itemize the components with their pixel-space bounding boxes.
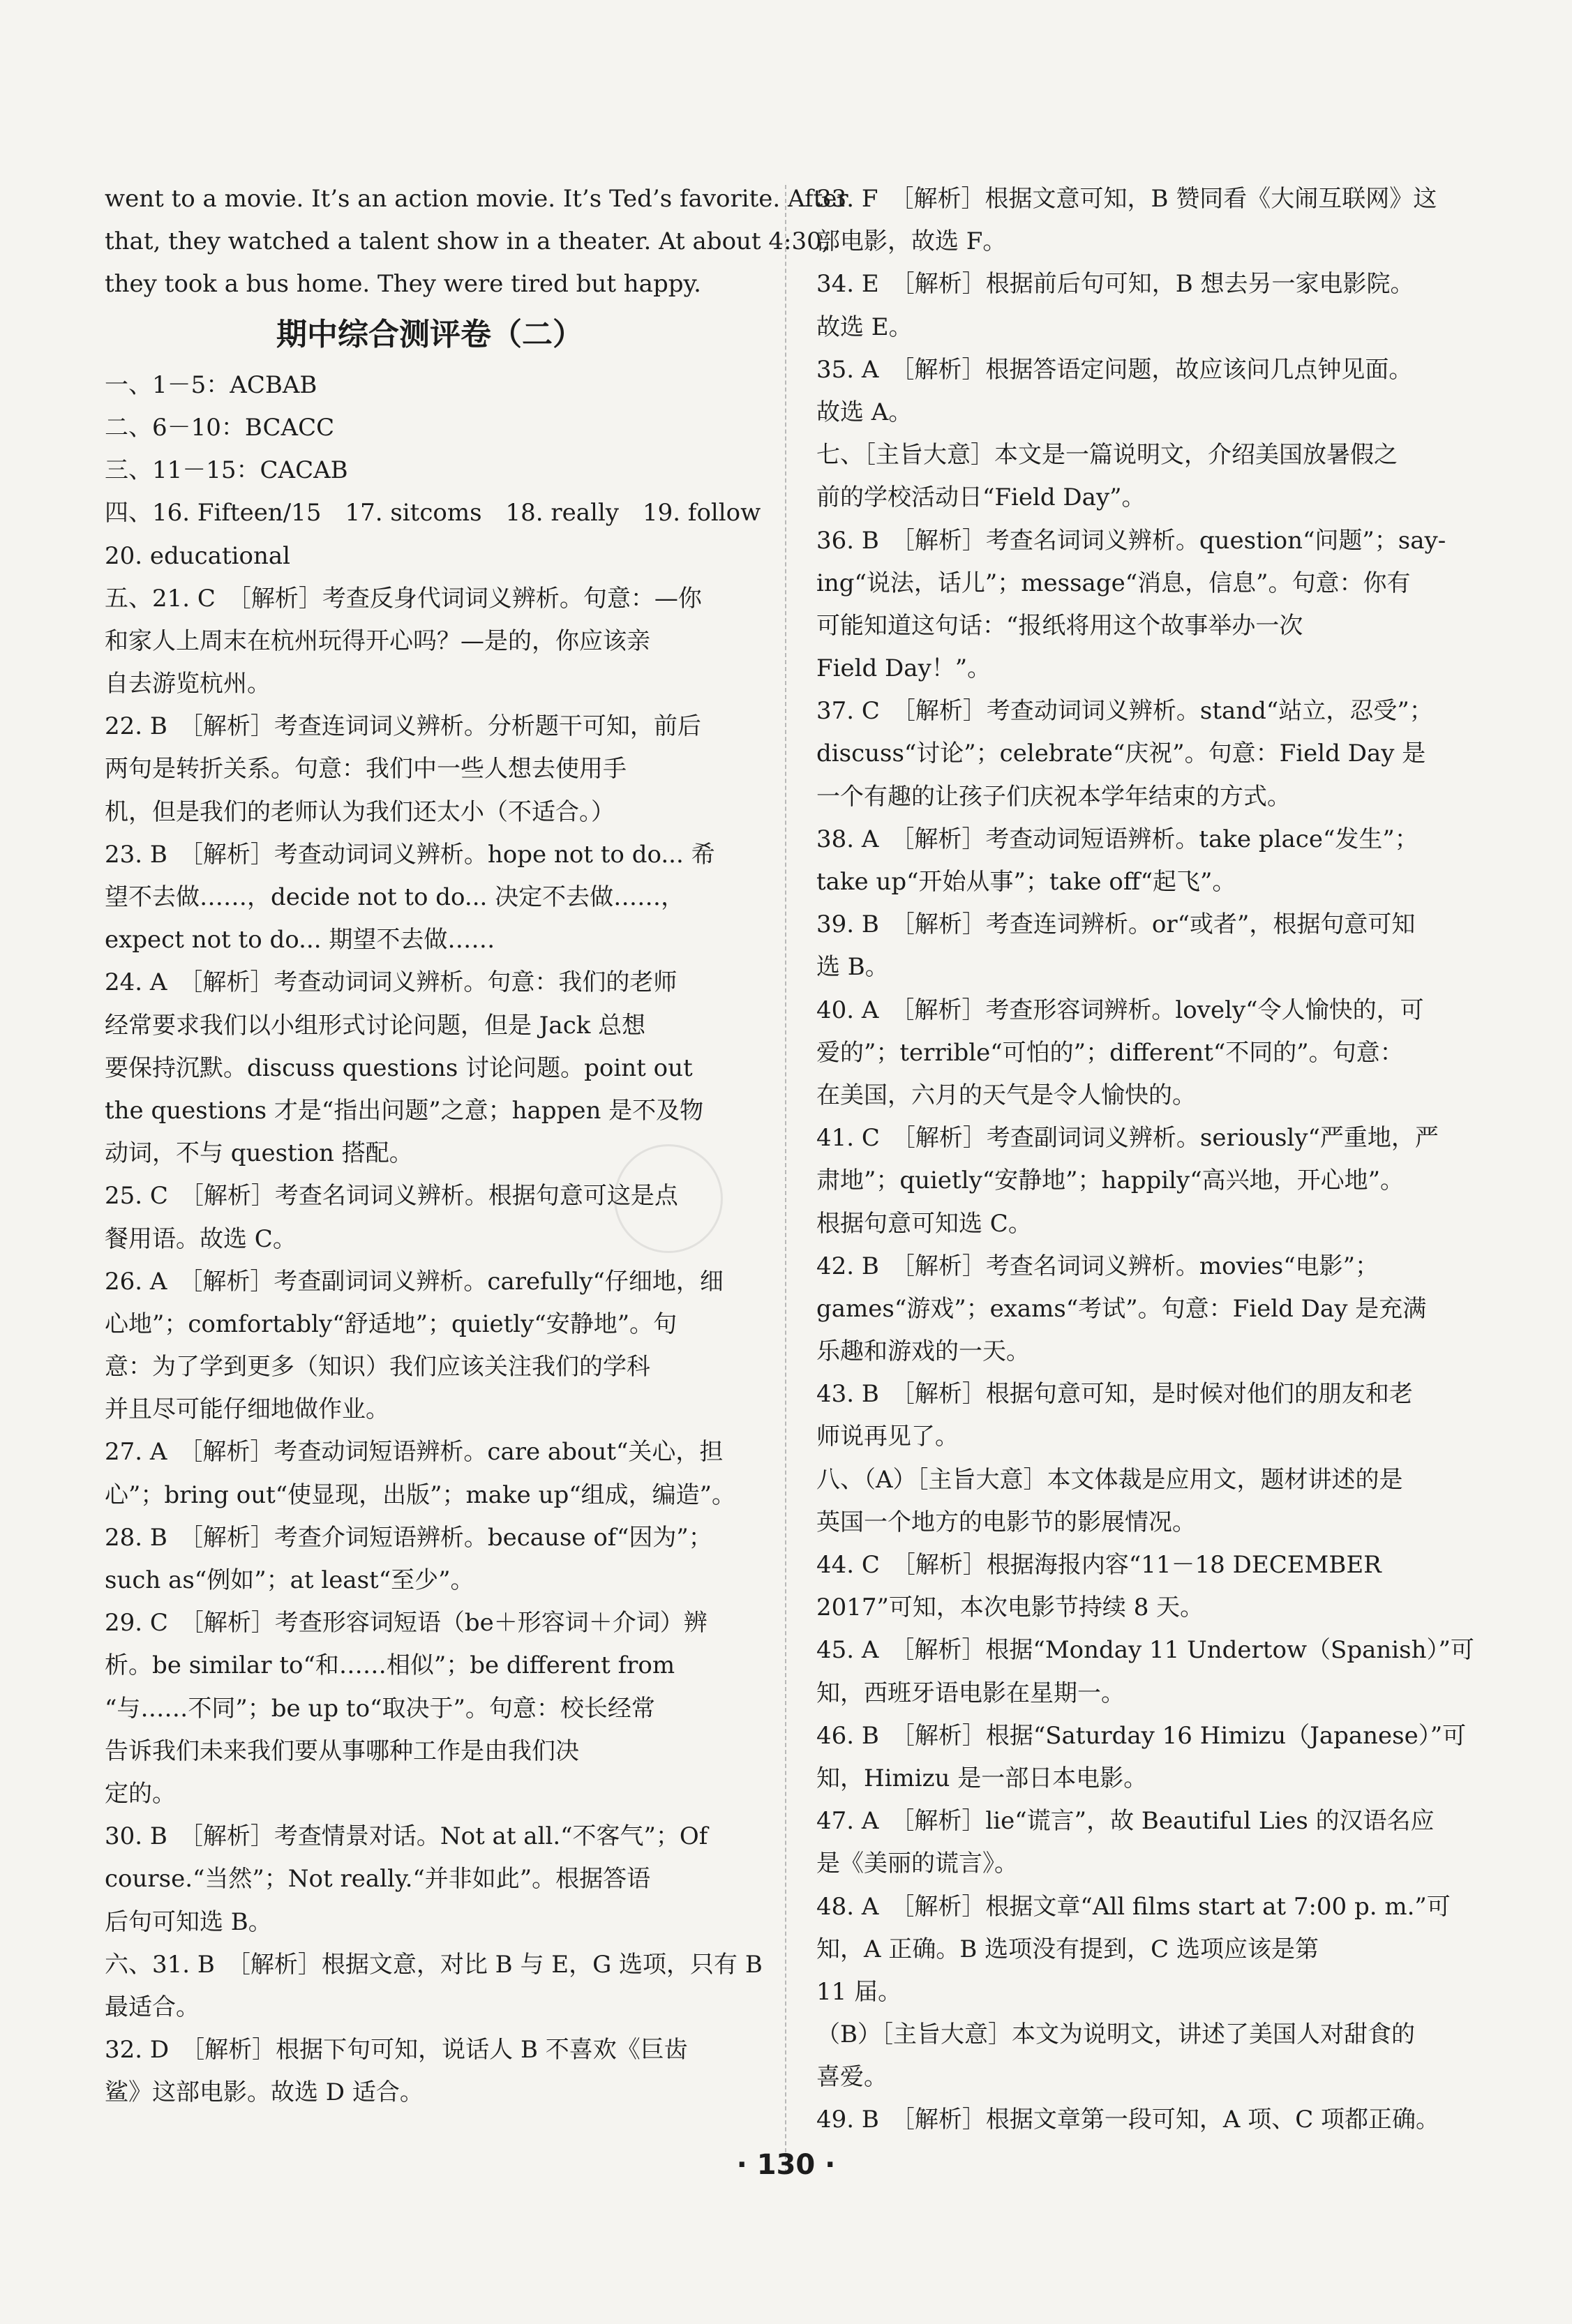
text-line: 知，Himizu 是一部日本电影。 — [816, 1764, 1148, 1792]
text-line: 故选 A。 — [816, 398, 913, 426]
text-line: games“游戏”；exams“考试”。句意：Field Day 是充满 — [816, 1294, 1427, 1323]
text-line: 四、16. Fifteen/15 17. sitcoms 18. really 19. follow — [105, 499, 761, 527]
text-line: 定的。 — [105, 1779, 176, 1808]
text-line: that, they watched a talent show in a theater. At about 4:30, — [105, 227, 830, 256]
text-line: 意：为了学到更多（知识）我们应该关注我们的学科 — [105, 1353, 650, 1381]
text-line: 39. B ［解析］考查连词辨析。or“或者”，根据句意可知 — [816, 910, 1416, 939]
text-line: 动词，不与 question 搭配。 — [105, 1139, 413, 1168]
text-line: 六、31. B ［解析］根据文意，对比 B 与 E，G 选项，只有 B — [105, 1950, 763, 1979]
text-line: went to a movie. It’s an action movie. It’s Ted’s favorite. After — [105, 185, 848, 213]
text-line: 45. A ［解析］根据“Monday 11 Undertow（Spanish）”可 — [816, 1636, 1474, 1665]
text-line: 二、6－10：BCACC — [105, 413, 335, 442]
text-line: 肃地”；quietly“安静地”；happily“高兴地，开心地”。 — [816, 1167, 1404, 1195]
text-line: discuss“讨论”；celebrate“庆祝”。句意：Field Day 是 — [816, 740, 1426, 768]
text-line: （B）［主旨大意］本文为说明文，讲述了美国人对甜食的 — [816, 2021, 1415, 2049]
text-line: 心”；bring out“使显现，出版”；make up“组成，编造”。 — [105, 1480, 736, 1509]
page-number: · 130 · — [736, 2149, 836, 2181]
text-line: 一、1－5：ACBAB — [105, 370, 317, 399]
text-line: such as“例如”；at least“至少”。 — [105, 1566, 474, 1594]
text-line: 43. B ［解析］根据句意可知，是时候对他们的朋友和老 — [816, 1380, 1413, 1409]
text-line: 五、21. C ［解析］考查反身代词词义辨析。句意：—你 — [105, 584, 702, 613]
text-line: 37. C ［解析］考查动词词义辨析。stand“站立，忍受”； — [816, 697, 1433, 726]
text-line: 34. E ［解析］根据前后句可知，B 想去另一家电影院。 — [816, 270, 1414, 299]
text-line: 餐用语。故选 C。 — [105, 1224, 297, 1253]
text-line: 乐趣和游戏的一天。 — [816, 1337, 1030, 1366]
text-line: 一个有趣的让孩子们庆祝本学年结束的方式。 — [816, 782, 1291, 811]
left-column — [105, 178, 848, 2114]
text-line: 析。be similar to“和……相似”；be different from — [105, 1651, 675, 1680]
text-line: 七、［主旨大意］本文是一篇说明文，介绍美国放暑假之 — [816, 441, 1398, 470]
text-line: 22. B ［解析］考查连词词义辨析。分析题干可知，前后 — [105, 712, 701, 741]
text-line: “与……不同”；be up to“取决于”。句意：校长经常 — [105, 1694, 655, 1723]
text-line: 2017”可知，本次电影节持续 8 天。 — [816, 1594, 1204, 1622]
text-line: 望不去做……，decide not to do... 决定不去做……， — [105, 883, 685, 911]
text-line: 48. A ［解析］根据文章“All films start at 7:00 p. m.”可 — [816, 1892, 1451, 1921]
text-line: 38. A ［解析］考查动词短语辨析。take place“发生”； — [816, 825, 1418, 853]
text-line: 最适合。 — [105, 1993, 200, 2021]
text-line: 26. A ［解析］考查副词词义辨析。carefully“仔细地，细 — [105, 1267, 724, 1296]
text-line: 喜爱。 — [816, 2063, 888, 2092]
text-line: 选 B。 — [816, 953, 889, 982]
right-column — [816, 178, 1474, 2142]
text-line: 29. C ［解析］考查形容词短语（be＋形容词＋介词）辨 — [105, 1609, 708, 1637]
text-line: 在美国，六月的天气是令人愉快的。 — [816, 1081, 1196, 1109]
text-line: 和家人上周末在杭州玩得开心吗？—是的，你应该亲 — [105, 627, 650, 655]
text-line: 40. A ［解析］考查形容词辨析。lovely“令人愉快的，可 — [816, 996, 1424, 1024]
text-line: 爱的”；terrible“可怕的”；different“不同的”。句意： — [816, 1038, 1404, 1067]
text-line: 30. B ［解析］考查情景对话。Not at all.“不客气”；Of — [105, 1822, 708, 1851]
text-line: 32. D ［解析］根据下句可知，说话人 B 不喜欢《巨齿 — [105, 2036, 688, 2064]
text-line: 49. B ［解析］根据文章第一段可知，A 项、C 项都正确。 — [816, 2106, 1440, 2134]
text-line: take up“开始从事”；take off“起飞”。 — [816, 868, 1236, 896]
text-line: 告诉我们未来我们要从事哪种工作是由我们决 — [105, 1737, 579, 1765]
text-line: 27. A ［解析］考查动词短语辨析。care about“关心，担 — [105, 1438, 724, 1467]
text-line: 要保持沉默。discuss questions 讨论问题。point out — [105, 1054, 693, 1082]
text-line: ing“说法，话儿”；message“消息，信息”。句意：你有 — [816, 569, 1411, 597]
column-divider — [785, 185, 786, 2173]
text-line: 师说再见了。 — [816, 1423, 959, 1451]
text-line: 知，A 正确。B 选项没有提到，C 选项应该是第 — [816, 1935, 1319, 1963]
text-line: 心地”；comfortably“舒适地”；quietly“安静地”。句 — [105, 1310, 678, 1338]
text-line: 47. A ［解析］lie“谎言”，故 Beautiful Lies 的汉语名应 — [816, 1807, 1435, 1836]
text-line: 44. C ［解析］根据海报内容“11－18 DECEMBER — [816, 1551, 1382, 1579]
text-line: 八、（A）［主旨大意］本文体裁是应用文，题材讲述的是 — [816, 1465, 1403, 1494]
text-line: 自去游览杭州。 — [105, 670, 271, 698]
text-line: 英国一个地方的电影节的影展情况。 — [816, 1508, 1196, 1536]
text-line: 两句是转折关系。句意：我们中一些人想去使用手 — [105, 755, 627, 784]
text-line: 鲨》这部电影。故选 D 适合。 — [105, 2078, 424, 2107]
text-line: 11 届。 — [816, 1977, 902, 2006]
text-line: 机，但是我们的老师认为我们还太小（不适合。） — [105, 797, 615, 826]
text-line: 28. B ［解析］考查介词短语辨析。because of“因为”； — [105, 1523, 712, 1552]
text-line: expect not to do... 期望不去做…… — [105, 926, 495, 954]
text-line: 33. F ［解析］根据文意可知，B 赞同看《大闹互联网》这 — [816, 185, 1437, 213]
text-line: Field Day！”。 — [816, 654, 991, 683]
text-line: 25. C ［解析］考查名词词义辨析。根据句意可这是点 — [105, 1182, 678, 1210]
text-line: 24. A ［解析］考查动词词义辨析。句意：我们的老师 — [105, 968, 678, 997]
text-line: 23. B ［解析］考查动词词义辨析。hope not to do... 希 — [105, 840, 715, 869]
text-line: 根据句意可知选 C。 — [816, 1209, 1032, 1238]
text-line: 后句可知选 B。 — [105, 1907, 272, 1936]
text-line: 35. A ［解析］根据答语定问题，故应该问几点钟见面。 — [816, 355, 1413, 384]
text-line: 36. B ［解析］考查名词词义辨析。question“问题”；say- — [816, 526, 1446, 555]
text-line: 20. educational — [105, 541, 291, 570]
text-line: they took a bus home. They were tired but happy. — [105, 270, 701, 299]
section-title: 期中综合测评卷（二） — [276, 316, 583, 352]
text-line: 前的学校活动日“Field Day”。 — [816, 483, 1146, 512]
text-line: 知，西班牙语电影在星期一。 — [816, 1679, 1125, 1707]
text-line: 经常要求我们以小组形式讨论问题，但是 Jack 总想 — [105, 1011, 646, 1040]
text-line: 三、11－15：CACAB — [105, 456, 348, 485]
text-line: course.“当然”；Not really.“并非如此”。根据答语 — [105, 1865, 651, 1894]
text-line: 46. B ［解析］根据“Saturday 16 Himizu（Japanese）”可 — [816, 1721, 1467, 1750]
text-line: 部电影，故选 F。 — [816, 227, 1007, 256]
text-line: the questions 才是“指出问题”之意；happen 是不及物 — [105, 1096, 704, 1125]
text-line: 42. B ［解析］考查名词词义辨析。movies“电影”； — [816, 1252, 1379, 1280]
text-line: 是《美丽的谎言》。 — [816, 1850, 1018, 1878]
text-line: 可能知道这句话：“报纸将用这个故事举办一次 — [816, 611, 1303, 640]
text-line: 并且尽可能仔细地做作业。 — [105, 1395, 389, 1424]
text-line: 41. C ［解析］考查副词词义辨析。seriously“严重地，严 — [816, 1124, 1439, 1153]
text-line: 故选 E。 — [816, 313, 913, 341]
